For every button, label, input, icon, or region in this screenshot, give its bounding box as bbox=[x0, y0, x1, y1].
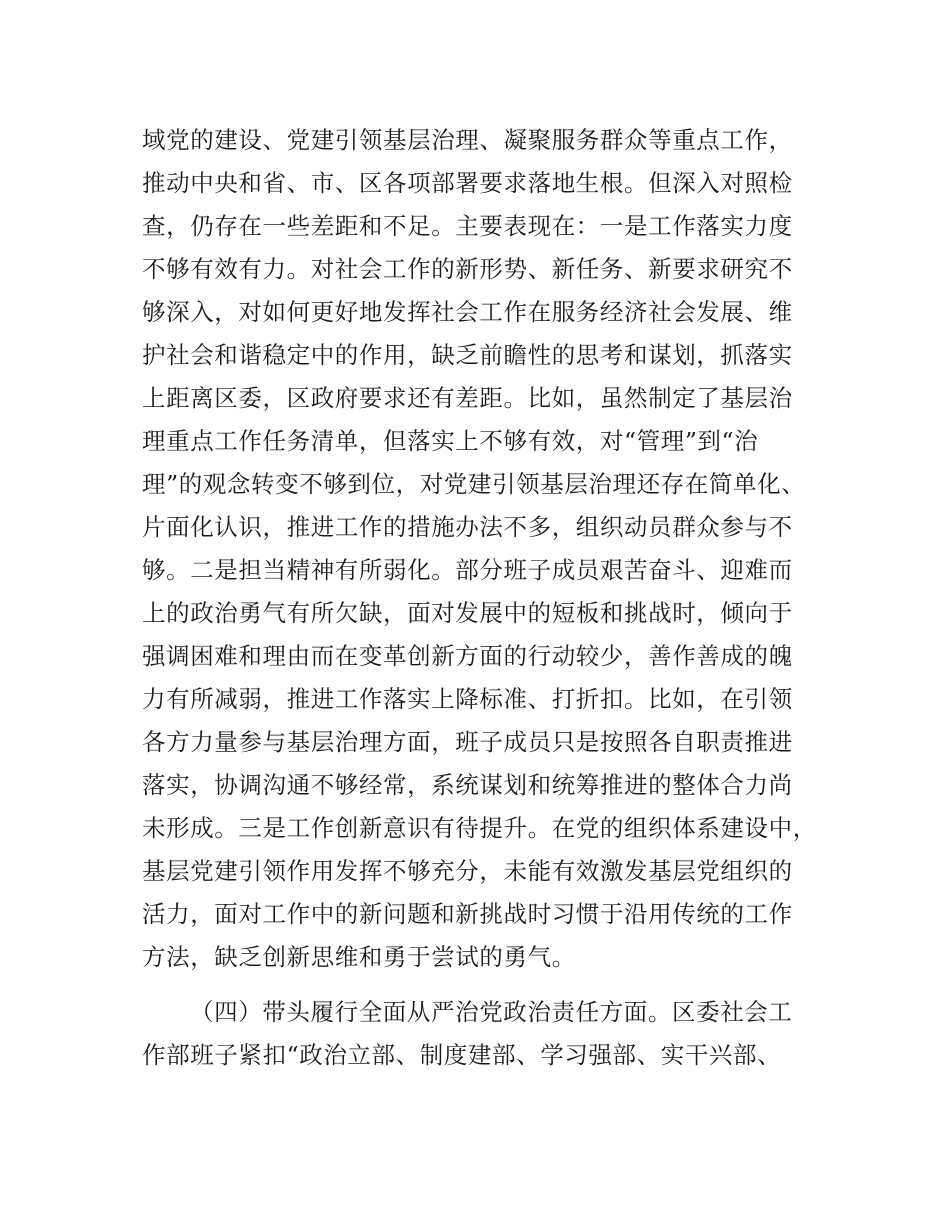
text-line: 上距离区委，区政府要求还有差距。比如，虽然制定了基层治 bbox=[142, 384, 793, 412]
section-heading-line: （四）带头履行全面从严治党政治责任方面。区委社会工 bbox=[190, 998, 793, 1026]
text-line: 未形成。三是工作创新意识有待提升。在党的组织体系建设中， bbox=[142, 814, 817, 842]
text-line: 理重点工作任务清单，但落实上不够有效，对“管理”到“治 bbox=[142, 427, 759, 455]
text-line: 各方力量参与基层治理方面，班子成员只是按照各自职责推进 bbox=[142, 728, 793, 756]
text-line: 查，仍存在一些差距和不足。主要表现在：一是工作落实力度 bbox=[142, 212, 793, 240]
text-line: 作部班子紧扣“政治立部、制度建部、学习强部、实干兴部、 bbox=[142, 1041, 782, 1069]
text-line: 够深入，对如何更好地发挥社会工作在服务经济社会发展、维 bbox=[142, 298, 793, 326]
text-line: 推动中央和省、市、区各项部署要求落地生根。但深入对照检 bbox=[142, 169, 793, 197]
text-line: 方法，缺乏创新思维和勇于尝试的勇气。 bbox=[142, 943, 576, 971]
text-line: 基层党建引领作用发挥不够充分，未能有效激发基层党组织的 bbox=[142, 857, 793, 885]
text-line: 强调困难和理由而在变革创新方面的行动较少，善作善成的魄 bbox=[142, 642, 793, 670]
text-line: 护社会和谐稳定中的作用，缺乏前瞻性的思考和谋划，抓落实 bbox=[142, 341, 793, 369]
text-line: 理”的观念转变不够到位，对党建引领基层治理还存在简单化、 bbox=[142, 470, 806, 498]
text-line: 落实，协调沟通不够经常，系统谋划和统筹推进的整体合力尚 bbox=[142, 771, 793, 799]
text-line: 够。二是担当精神有所弱化。部分班子成员艰苦奋斗、迎难而 bbox=[142, 556, 793, 584]
text-line: 力有所减弱，推进工作落实上降标准、打折扣。比如，在引领 bbox=[142, 685, 793, 713]
text-line: 活力，面对工作中的新问题和新挑战时习惯于沿用传统的工作 bbox=[142, 900, 793, 928]
text-line: 不够有效有力。对社会工作的新形势、新任务、新要求研究不 bbox=[142, 255, 793, 283]
text-line: 上的政治勇气有所欠缺，面对发展中的短板和挑战时，倾向于 bbox=[142, 599, 793, 627]
text-line: 域党的建设、党建引领基层治理、凝聚服务群众等重点工作， bbox=[142, 126, 793, 154]
text-line: 片面化认识，推进工作的措施办法不多，组织动员群众参与不 bbox=[142, 513, 793, 541]
